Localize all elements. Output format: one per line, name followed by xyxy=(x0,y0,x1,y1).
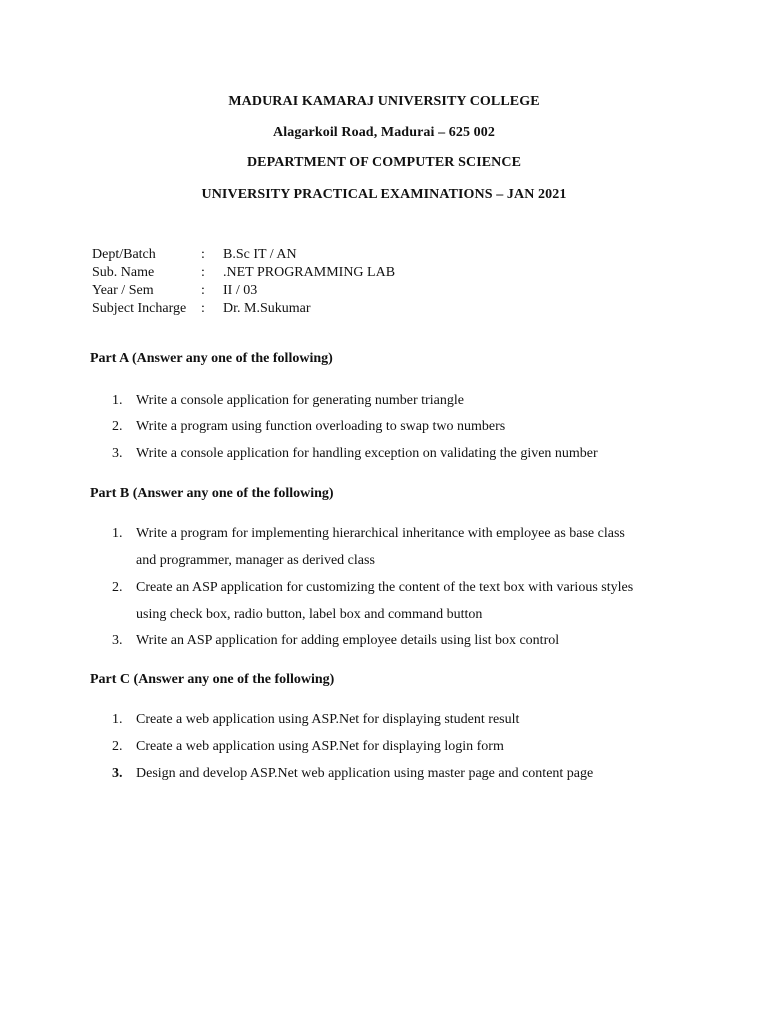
part-b-heading: Part B (Answer any one of the following) xyxy=(90,486,334,501)
question-number: 3. xyxy=(112,633,123,648)
detail-label: Year / Sem xyxy=(92,283,154,298)
question-text-line-2: and programmer, manager as derived class xyxy=(136,553,375,568)
part-c-heading: Part C (Answer any one of the following) xyxy=(90,672,335,687)
detail-colon: : xyxy=(201,247,205,262)
question-text-line-2: using check box, radio button, label box and command button xyxy=(136,607,483,622)
question-number: 2. xyxy=(112,739,123,754)
question-number: 1. xyxy=(112,526,123,541)
question-number: 3. xyxy=(112,446,123,461)
question-number: 1. xyxy=(112,393,123,408)
question-text: Write a console application for generating number triangle xyxy=(136,393,464,408)
detail-value: .NET PROGRAMMING LAB xyxy=(223,265,396,280)
exam-title: UNIVERSITY PRACTICAL EXAMINATIONS – JAN 2021 xyxy=(201,187,567,202)
detail-value: Dr. M.Sukumar xyxy=(223,301,311,316)
question-number: 2. xyxy=(112,580,123,595)
detail-label: Dept/Batch xyxy=(92,247,156,262)
question-text: Write a program using function overloading to swap two numbers xyxy=(136,419,506,434)
question-text: Design and develop ASP.Net web application using master page and content page xyxy=(136,766,594,781)
detail-colon: : xyxy=(201,283,205,298)
detail-value: B.Sc IT / AN xyxy=(223,247,297,262)
detail-label: Subject Incharge xyxy=(92,301,187,316)
question-number: 1. xyxy=(112,712,123,727)
question-text: Write an ASP application for adding employee details using list box control xyxy=(136,633,560,648)
detail-label: Sub. Name xyxy=(92,265,155,280)
question-text-line-1: Create an ASP application for customizing the content of the text box with various styles xyxy=(136,580,634,595)
college-name: MADURAI KAMARAJ UNIVERSITY COLLEGE xyxy=(228,94,540,109)
question-text: Create a web application using ASP.Net for displaying student result xyxy=(136,712,520,727)
detail-colon: : xyxy=(201,301,205,316)
question-number: 2. xyxy=(112,419,123,434)
college-address: Alagarkoil Road, Madurai – 625 002 xyxy=(273,125,495,140)
question-number: 3. xyxy=(112,766,123,781)
detail-colon: : xyxy=(201,265,205,280)
detail-value: II / 03 xyxy=(223,283,258,298)
department-name: DEPARTMENT OF COMPUTER SCIENCE xyxy=(246,155,522,170)
part-a-heading: Part A (Answer any one of the following) xyxy=(90,351,333,366)
question-text: Write a console application for handling exception on validating the given number xyxy=(136,446,598,461)
question-text-line-1: Write a program for implementing hierarchical inheritance with employee as base class xyxy=(136,526,625,541)
question-text: Create a web application using ASP.Net for displaying login form xyxy=(136,739,504,754)
